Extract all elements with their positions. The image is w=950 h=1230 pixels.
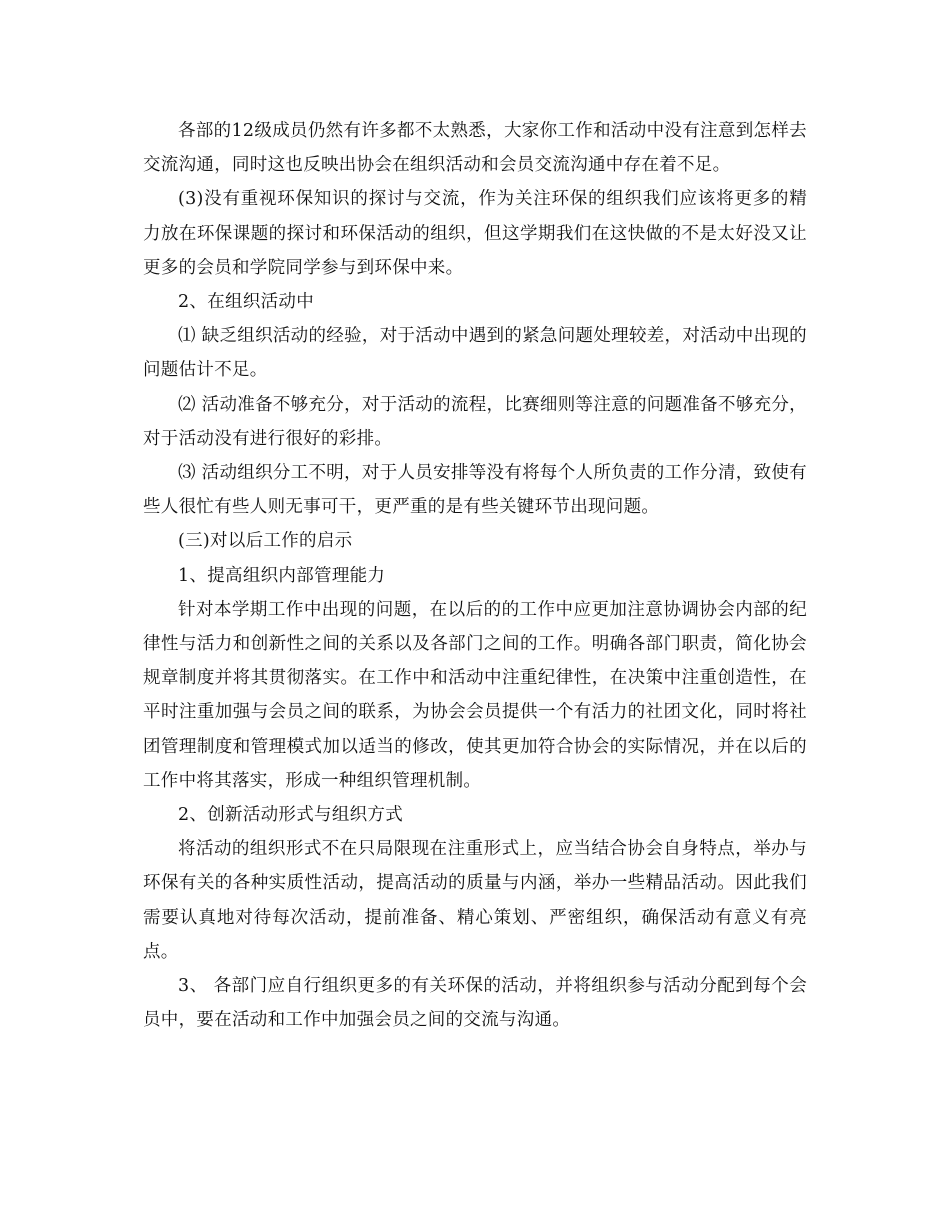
document-body (143, 114, 807, 1037)
heading-organizing-activities: 2、在组织活动中 (178, 292, 315, 313)
heading-innovate-activities: 2、创新活动形式与组织方式 (178, 805, 404, 826)
paragraph-insufficient-preparation: ⑵ 活动准备不够充分，对于活动的流程，比赛细则等注意的问题准备不够充分，对于活动没有进行很好的彩排。 (143, 394, 807, 449)
paragraph-department-activities: 3、 各部门应自行组织更多的有关环保的活动，并将组织参与活动分配到每个会员中，要在活动和工作中加强会员之间的交流与沟通。 (143, 976, 807, 1031)
paragraph-internal-management: 针对本学期工作中出现的问题，在以后的的工作中应更加注意协调协会内部的纪律性与活力和创新性之间的关系以及各部门之间的工作。明确各部门职责，简化协会规章制度并将其贯彻落实。在工作中和活动中注重纪律性，在决策中注重创造性，在平时注重加强与会员之间的联系，为协会会员提供一个有活力的社团文化，同时将社团管理制度和管理模式加以适当的修改，使其更加符合协会的实际情况，并在以后的工作中将其落实，形成一种组织管理机制。 (143, 599, 807, 791)
heading-future-inspiration: (三)对以后工作的启示 (178, 531, 353, 552)
paragraph-unclear-division: ⑶ 活动组织分工不明，对于人员安排等没有将每个人所负责的工作分清，致使有些人很忙有些人则无事可干，更严重的是有些关键环节出现问题。 (143, 463, 807, 518)
paragraph-environmental-knowledge: (3)没有重视环保知识的探讨与交流，作为关注环保的组织我们应该将更多的精力放在环保课题的探讨和环保活动的组织，但这学期我们在这快做的不是太好没又让更多的会员和学院同学参与到环保中来。 (143, 189, 807, 278)
paragraph-lack-of-experience: ⑴ 缺乏组织活动的经验，对于活动中遇到的紧急问题处理较差，对活动中出现的问题估计不足。 (143, 326, 807, 381)
paragraph-member-communication: 各部的12级成员仍然有许多都不太熟悉，大家你工作和活动中没有注意到怎样去交流沟通，同时这也反映出协会在组织活动和会员交流沟通中存在着不足。 (143, 121, 807, 176)
paragraph-innovate-activities: 将活动的组织形式不在只局限现在注重形式上，应当结合协会自身特点，举办与环保有关的各种实质性活动，提高活动的质量与内涵，举办一些精品活动。因此我们需要认真地对待每次活动，提前准备、精心策划、严密组织，确保活动有意义有亮点。 (143, 839, 807, 962)
heading-internal-management: 1、提高组织内部管理能力 (178, 565, 386, 586)
